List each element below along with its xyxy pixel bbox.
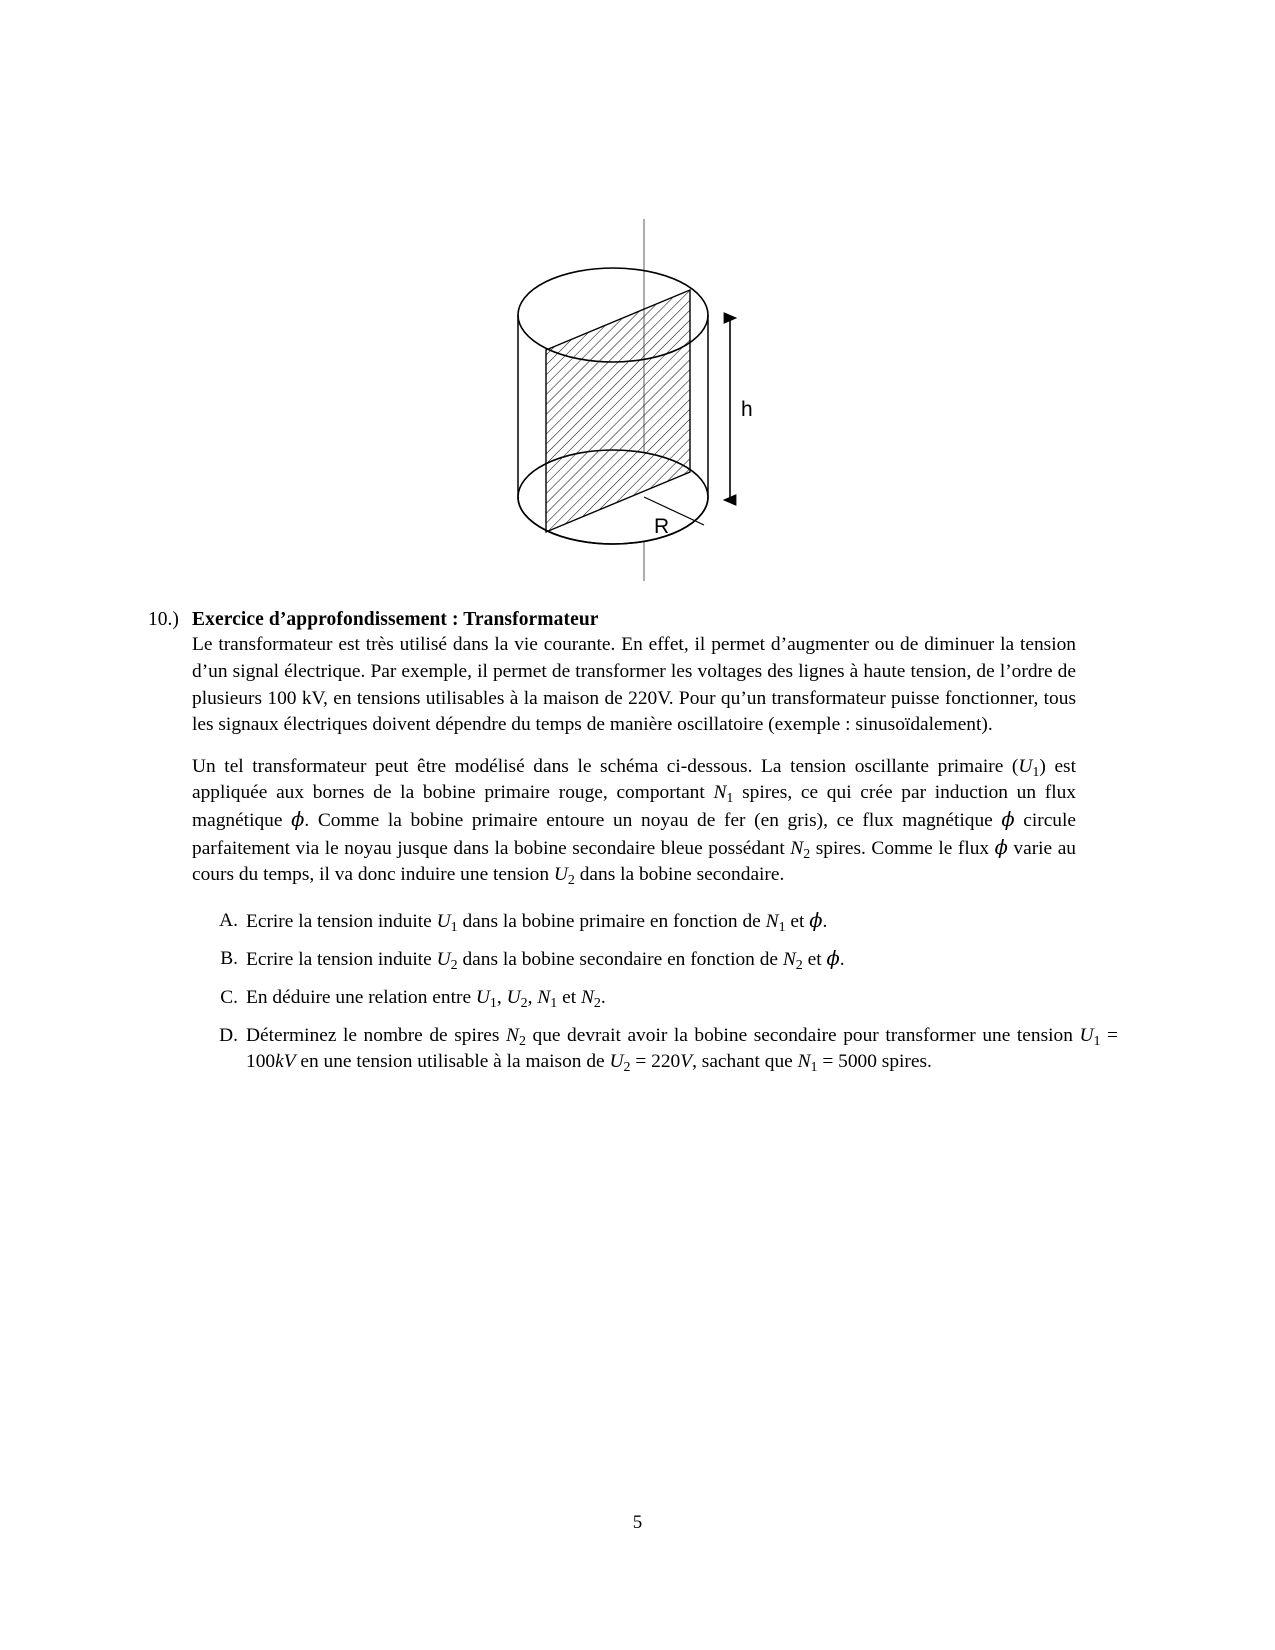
unit-kv: kV <box>275 1051 296 1073</box>
symbol-n2: $N_2$ <box>790 837 811 862</box>
exercise-body <box>192 632 1118 1075</box>
symbol-phi-3: ϕ <box>994 835 1008 859</box>
exercise-block <box>148 608 1118 1076</box>
p2-seg4: . Comme la bobine primaire entoure un noyau de fer (en gris), ce flux magnétique <box>304 809 1002 831</box>
qc-seg5: . <box>600 986 606 1008</box>
question-marker-d: D. <box>219 1024 238 1046</box>
radius-label: R <box>653 515 669 538</box>
symbol-phi-2: ϕ <box>1001 807 1015 831</box>
p2-seg7: varie au cours du temps, il va donc induire une tension <box>192 837 1076 886</box>
qb-seg4: . <box>839 949 845 971</box>
qb-seg3: et <box>802 949 827 971</box>
qc-seg1: En déduire une relation entre <box>246 986 476 1008</box>
qd-seg7: = 5000 spires. <box>817 1051 932 1073</box>
p2-seg6: spires. Comme le flux <box>810 837 995 859</box>
symbol-n1: $N_1$ <box>765 910 786 935</box>
qa-seg1: Ecrire la tension induite <box>246 910 437 932</box>
question-marker-b: B. <box>220 948 238 970</box>
p2-seg3: spires, ce qui crée par induction un flux magnétique <box>192 782 1077 831</box>
qa-seg4: . <box>822 910 828 932</box>
qc-seg3: , <box>527 986 538 1008</box>
cylinder-diagram-svg <box>458 215 818 585</box>
symbol-u2: $U_2$ <box>553 864 575 889</box>
symbol-u1: $U_1$ <box>1079 1024 1101 1049</box>
qd-seg6: , sachant que <box>692 1051 798 1073</box>
symbol-n2: $N_2$ <box>506 1024 526 1049</box>
p2-seg2: ) est appliquée aux bornes de la bobine primaire rouge, comportant <box>192 755 1076 804</box>
symbol-u1: $U_1$ <box>1018 755 1040 780</box>
symbol-n2: $N_2$ <box>580 986 601 1011</box>
question-item-b <box>220 946 1118 974</box>
symbol-n1: $N_1$ <box>537 986 558 1011</box>
qc-seg4: et <box>557 986 581 1008</box>
symbol-n1: $N_1$ <box>797 1051 818 1075</box>
p2-seg8: dans la bobine secondaire. <box>574 864 785 886</box>
unit-v: V <box>680 1051 693 1073</box>
question-item-c <box>220 985 1118 1012</box>
qd-seg1: Déterminez le nombre de spires <box>246 1024 507 1046</box>
qd-seg3: = 100 <box>246 1024 1118 1073</box>
qd-seg4: en une tension utilisable à la maison de <box>295 1051 610 1073</box>
symbol-phi: ϕ <box>809 908 823 932</box>
qa-seg3: et <box>785 910 810 932</box>
symbol-phi: ϕ <box>826 947 840 971</box>
symbol-u2: $U_2$ <box>506 986 528 1011</box>
qb-seg2: dans la bobine secondaire en fonction de <box>457 949 783 971</box>
symbol-phi-1: ϕ <box>291 807 305 831</box>
exercise-heading <box>148 608 1076 632</box>
qd-seg2: que devrait avoir la bobine secondaire pour transformer une tension <box>525 1024 1080 1046</box>
qb-seg1: Ecrire la tension induite <box>246 949 437 971</box>
height-label: h <box>740 398 753 421</box>
qd-seg5: = 220 <box>630 1051 681 1073</box>
p2-seg1: Un tel transformateur peut être modélisé dans le schéma ci-dessous. La tension oscillante primaire ( <box>192 755 1019 777</box>
page-number: 5 <box>632 1512 643 1533</box>
question-item-d <box>219 1023 1118 1076</box>
symbol-u1: $U_1$ <box>475 986 497 1011</box>
qa-seg2: dans la bobine primaire en fonction de <box>457 910 766 932</box>
figure-cylinder-cross-section <box>0 215 1275 585</box>
paragraph-intro: Le transformateur est très utilisé dans la vie courante. En effet, il permet d’augmenter ou de diminuer la tension d’un signal électrique. Par exemple, il permet de transformer les voltages des lignes à haute tension, de l’ordre de plusieurs 100 kV, en tensions utilisables à la maison de 220V. Pour qu’un transformateur puisse fonctionner, tous les signaux électriques doivent dépendre du temps de manière oscillatoire (exemple : sinusoïdalement). <box>192 634 1076 736</box>
paragraph-model <box>192 754 1076 889</box>
qc-seg2: , <box>496 986 507 1008</box>
symbol-n1: $N_1$ <box>713 782 734 807</box>
exercise-title: Exercice d’approfondissement : Transformateur <box>192 609 599 630</box>
exercise-number: 10.) <box>148 609 179 630</box>
symbol-u2: $U_2$ <box>609 1051 631 1075</box>
symbol-u2: $U_2$ <box>436 949 458 974</box>
question-marker-c: C. <box>220 986 238 1008</box>
question-item-a <box>219 908 1118 936</box>
p2-seg5: circule parfaitement via le noyau jusque dans la bobine secondaire bleue possédant <box>192 809 1076 859</box>
questions-list <box>192 908 1118 1076</box>
symbol-n2: $N_2$ <box>782 949 803 974</box>
question-marker-a: A. <box>219 909 238 931</box>
symbol-u1: $U_1$ <box>436 910 458 935</box>
